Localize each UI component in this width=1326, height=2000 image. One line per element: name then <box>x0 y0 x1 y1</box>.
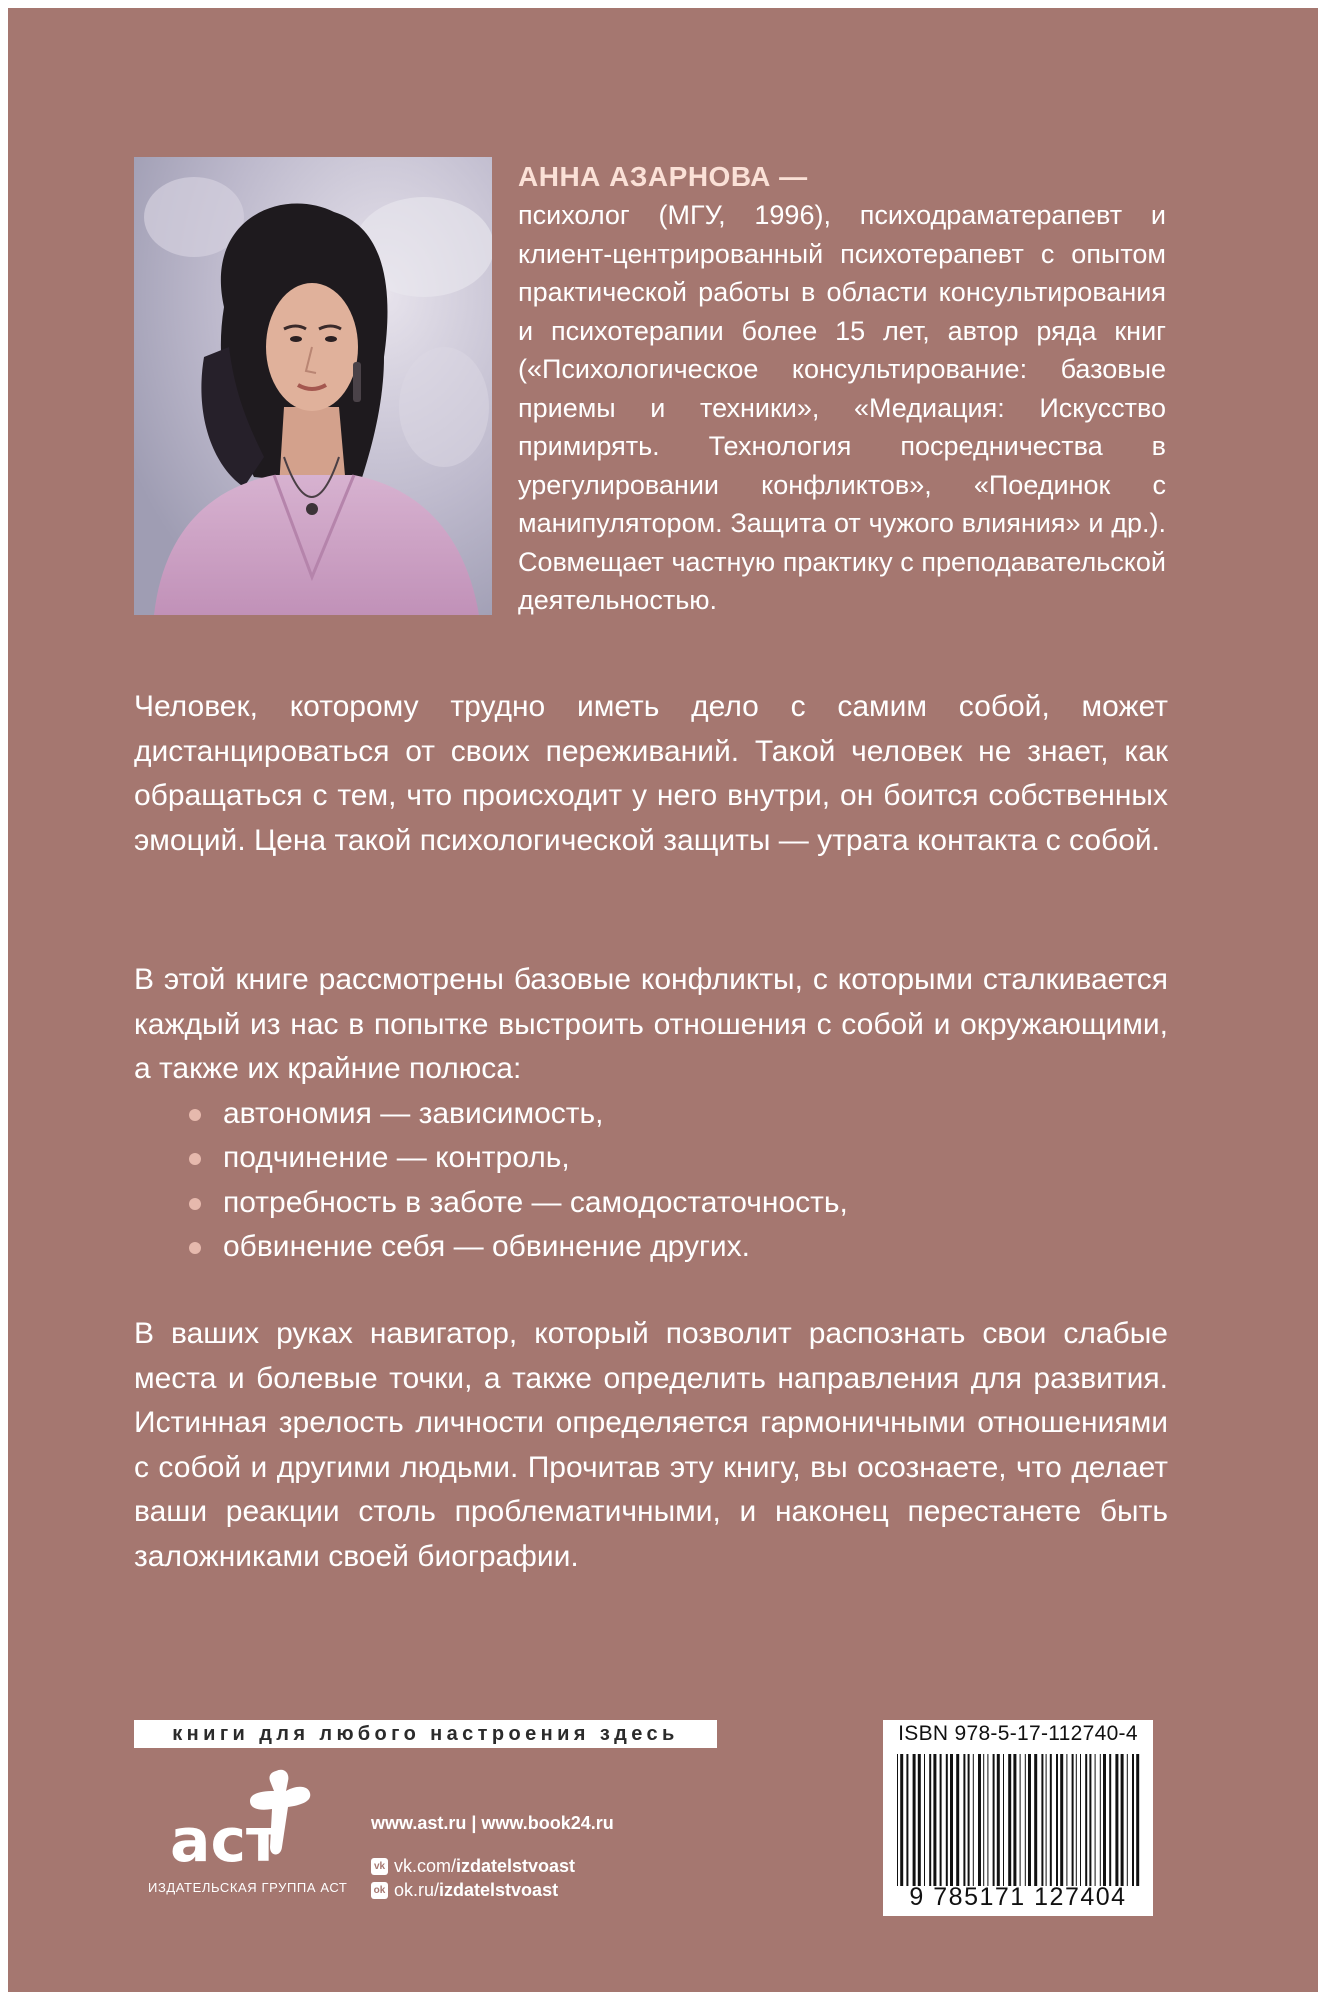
barcode-bar <box>1003 1754 1004 1886</box>
barcode-bar <box>1080 1754 1081 1886</box>
barcode-bar <box>950 1754 953 1886</box>
barcode-bar <box>1008 1754 1011 1886</box>
author-bio <box>518 158 1166 620</box>
barcode-bar <box>1109 1754 1111 1886</box>
barcode-bar <box>1132 1754 1134 1886</box>
vk-handle: izdatelstvoast <box>456 1856 576 1876</box>
barcode <box>895 1754 1141 1886</box>
ast-logo <box>168 1763 333 1873</box>
publisher-name: ИЗДАТЕЛЬСКАЯ ГРУППА АСТ <box>148 1880 348 1895</box>
barcode-bar <box>978 1754 981 1886</box>
barcode-digits: 9 785171 127404 <box>909 1883 1127 1911</box>
list-item: подчинение — контроль, <box>189 1136 1168 1181</box>
ok-prefix: ok.ru/ <box>394 1880 440 1900</box>
ok-handle: izdatelstvoast <box>439 1880 559 1900</box>
barcode-bar <box>1013 1754 1016 1886</box>
barcode-bar <box>963 1754 965 1886</box>
barcode-bar <box>1085 1754 1087 1886</box>
barcode-bar <box>956 1754 959 1886</box>
barcode-bar <box>1115 1754 1118 1886</box>
barcode-bar <box>983 1754 984 1886</box>
barcode-bar <box>946 1754 948 1886</box>
author-bio-text: психолог (МГУ, 1996), психодраматерапевт и клиент-центрированный психотерапевт с опытом практической работы в области консультирования и психотерапии более 15 лет, автор ряда книг («Психологическое консультирование: базовые приемы и техники», «Медиация: Искусство примирять. Технология посредничества в урегулировании конфликтов», «Поединок с манипулятором. Защита от чужого влияния» и др.). Совмещает частную практику с преподавательской деятельностью. <box>518 200 1166 615</box>
barcode-bar <box>913 1754 916 1886</box>
barcode-bar <box>1136 1754 1139 1886</box>
barcode-bar <box>1076 1754 1077 1886</box>
vk-link[interactable] <box>371 1856 575 1877</box>
author-photo <box>134 157 492 615</box>
description-paragraph-2 <box>134 958 1168 1270</box>
author-name: АННА АЗАРНОВА — <box>518 161 808 192</box>
logo-text: аст <box>170 1806 281 1873</box>
ok-icon: ok <box>371 1882 388 1899</box>
conflicts-list <box>134 1092 1168 1270</box>
conflicts-intro: В этой книге рассмотрены базовые конфликты, с которыми сталкивается каждый из нас в попытке выстроить отношения с собой и окружающими, а также их крайние полюса: <box>134 963 1168 1085</box>
slogan-banner: книги для любого настроения здесь <box>134 1720 717 1748</box>
barcode-bar <box>968 1754 970 1886</box>
barcode-bar <box>1028 1754 1031 1886</box>
barcode-bar <box>987 1754 988 1886</box>
barcode-bar <box>1121 1754 1124 1886</box>
barcode-bar <box>906 1754 908 1886</box>
barcode-bar <box>1041 1754 1043 1886</box>
list-item: обвинение себя — обвинение других. <box>189 1225 1168 1270</box>
isbn-number: ISBN 978-5-17-112740-4 <box>898 1722 1138 1745</box>
isbn-barcode-box <box>883 1720 1153 1916</box>
barcode-bar <box>1072 1754 1074 1886</box>
barcode-bar <box>1020 1754 1021 1886</box>
barcode-bar <box>1127 1754 1128 1886</box>
description-paragraph-3: В ваших руках навигатор, который позволит распознать свои слабые места и болевые точки, а также определить направления для развития. Истинная зрелость личности определяется гармоничными отношениями с собой и другими людьми. Прочитав эту книгу, вы осознаете, что делает ваши реакции столь проблематичными, и наконец перестанете быть заложниками своей биографии. <box>134 1317 1168 1573</box>
barcode-bar <box>929 1754 931 1886</box>
barcode-bar <box>933 1754 936 1886</box>
website-links[interactable]: www.ast.ru | www.book24.ru <box>371 1813 614 1833</box>
barcode-bar <box>1100 1754 1101 1886</box>
vk-icon: vk <box>371 1858 388 1875</box>
barcode-bar <box>1103 1754 1106 1886</box>
vk-prefix: vk.com/ <box>394 1856 457 1876</box>
barcode-bar <box>940 1754 942 1886</box>
barcode-bar <box>1046 1754 1047 1886</box>
barcode-bar <box>1089 1754 1091 1886</box>
list-item: потребность в заботе — самодостаточность, <box>189 1181 1168 1226</box>
book-back-cover <box>8 8 1318 1992</box>
barcode-bar <box>997 1754 1000 1886</box>
barcode-bar <box>924 1754 925 1886</box>
ok-link[interactable] <box>371 1880 558 1901</box>
barcode-bar <box>918 1754 921 1886</box>
description-paragraph-1: Человек, которому трудно иметь дело с самим собой, может дистанцироваться от своих переживаний. Такой человек не знает, как обращаться с тем, что происходит у него внутри, он боится собственных эмоций. Цена такой психологической защиты — утрата контакта с собой. <box>134 690 1168 857</box>
barcode-bar <box>1034 1754 1037 1886</box>
barcode-bar <box>1060 1754 1063 1886</box>
barcode-bar <box>900 1754 903 1886</box>
barcode-bar <box>1066 1754 1067 1886</box>
barcode-bar <box>993 1754 995 1886</box>
barcode-bar <box>973 1754 974 1886</box>
barcode-bar <box>1050 1754 1052 1886</box>
barcode-bar <box>1025 1754 1026 1886</box>
list-item: автономия — зависимость, <box>189 1092 1168 1137</box>
barcode-bar <box>1095 1754 1096 1886</box>
barcode-bar <box>897 1754 898 1886</box>
barcode-bar <box>1056 1754 1058 1886</box>
